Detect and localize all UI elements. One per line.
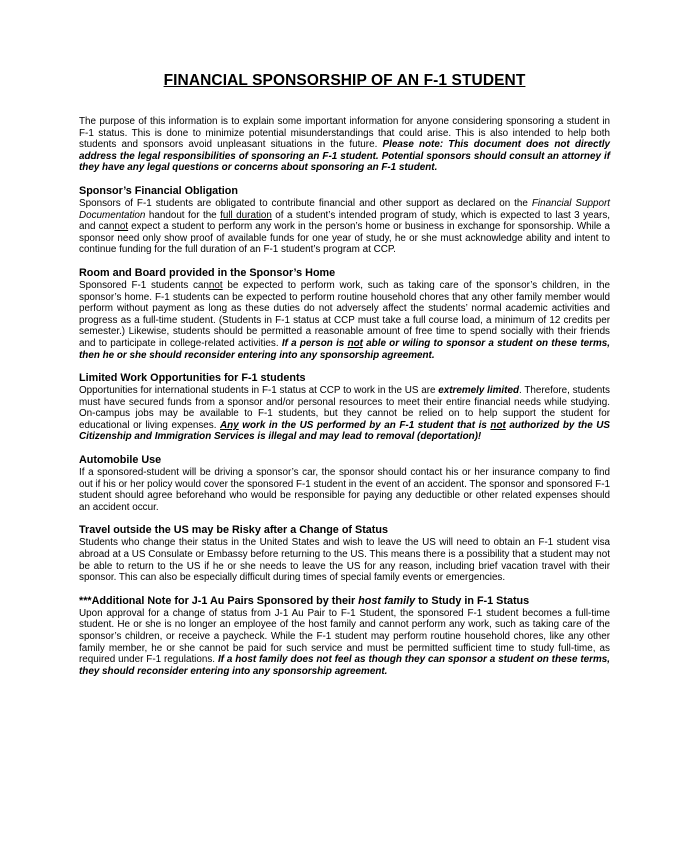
section-heading-automobile: Automobile Use xyxy=(79,454,162,467)
travel-paragraph: Students who change their status in the United States and wish to leave the US will need to obtain an F-1 student visa abroad at a US Consulate or Embassy before returning to the US. This means there is a possibility that a student may not be able to return to the US if he or she needs to leave the US for any reason, including brief vacation travel with their sponsor. This can also be especially difficult during times of special family events or emergencies. xyxy=(79,537,610,584)
section-heading-obligation: Sponsor’s Financial Obligation xyxy=(79,184,238,197)
document-title: FINANCIAL SPONSORSHIP OF AN F-1 STUDENT xyxy=(163,72,526,89)
intro-text: The purpose of this information is to explain some important information for anyone considering sponsoring a student in F-1 status. This is done to minimize potential misunderstandings that could arise. This is also intended to help both students and sponsors avoid unpleasant situations in the future. xyxy=(79,116,610,151)
section-heading-au-pair: ***Additional Note for J-1 Au Pairs Sponsored by their host family to Study in F-1 Status xyxy=(79,594,530,607)
work-paragraph: Opportunities for international students in F-1 status at CCP to work in the US are extremely limited. Therefore, students must have secured funds from a sponsor and/or personal resources to meet their entire financial needs while studying. On-campus jobs may be available to F-1 students, but they cannot be relied on to help support the student for educational or living expenses. Any work in the US performed by an F-1 student that is not authorized by the US Citizenship and Immigration Services is illegal and may lead to removal (deportation)! xyxy=(79,385,610,443)
section-heading-room-board: Room and Board provided in the Sponsor’s Home xyxy=(79,266,336,279)
intro-paragraph xyxy=(79,116,610,174)
obligation-paragraph: Sponsors of F-1 students are obligated to contribute financial and other support as declared on the Financial Support Documentation handout for the full duration of a student’s intended program of study, which is expected to last 3 years, and cannot expect a student to perform any work in the person’s home or business in exchange for sponsorship. While a sponsor need only show proof of available funds for one year of study, he or she must acknowledge ability and intent to continue funding for the full duration of an F-1 student’s program at CCP. xyxy=(79,197,611,256)
section-heading-work: Limited Work Opportunities for F-1 students xyxy=(79,372,306,385)
automobile-paragraph: If a sponsored-student will be driving a sponsor’s car, the sponsor should contact his or her insurance company to find out if his or her policy would cover the sponsored F-1 student in the event of an accident. The sponsor and sponsored F-1 student should agree beforehand who would be responsible for paying any deductible or other related expenses should an accident occur. xyxy=(79,467,610,513)
section-heading-travel: Travel outside the US may be Risky after a Change of Status xyxy=(79,524,389,537)
au-pair-paragraph: Upon approval for a change of status from J-1 Au Pair to F-1 Student, the sponsored F-1 student becomes a full-time student. He or she is no longer an employee of the host family and cannot perform any work, such as taking care of the sponsor’s children, or receive a paycheck. While the F-1 student may perform routine household chores, like any other family member, he or she cannot be paid for such service and must be permitted sufficient time to study full-time, as required under F-1 regulations. If a host family does not feel as though they can sponsor a student on these terms, they should reconsider entering into any sponsorship agreement. xyxy=(79,607,610,677)
intro-legal-note: Please note: This document does not directly address the legal responsibilities of sponsoring an F-1 student. Potential sponsors should consult an attorney if they have any legal questions or concerns about sponsoring an F-1 student. xyxy=(79,139,611,174)
document-body xyxy=(79,116,610,677)
room-board-paragraph: Sponsored F-1 students cannot be expected to perform work, such as taking care of the sponsor’s children, in the sponsor’s home. F-1 students can be expected to perform routine household chores that any other family member would perform without payment as long as these duties do not adversely affect the students’ normal academic activities and progress as a full-time student. (Students in F-1 status at CCP must take a full course load, a minimum of 12 credits per semester.) Likewise, students should be permitted a reasonable amount of free time to spend socially with their friends and to participate in college-related activities. If a person is not able or wiling to sponsor a student on these terms, then he or she should reconsider entering into any sponsorship agreement. xyxy=(79,279,610,361)
